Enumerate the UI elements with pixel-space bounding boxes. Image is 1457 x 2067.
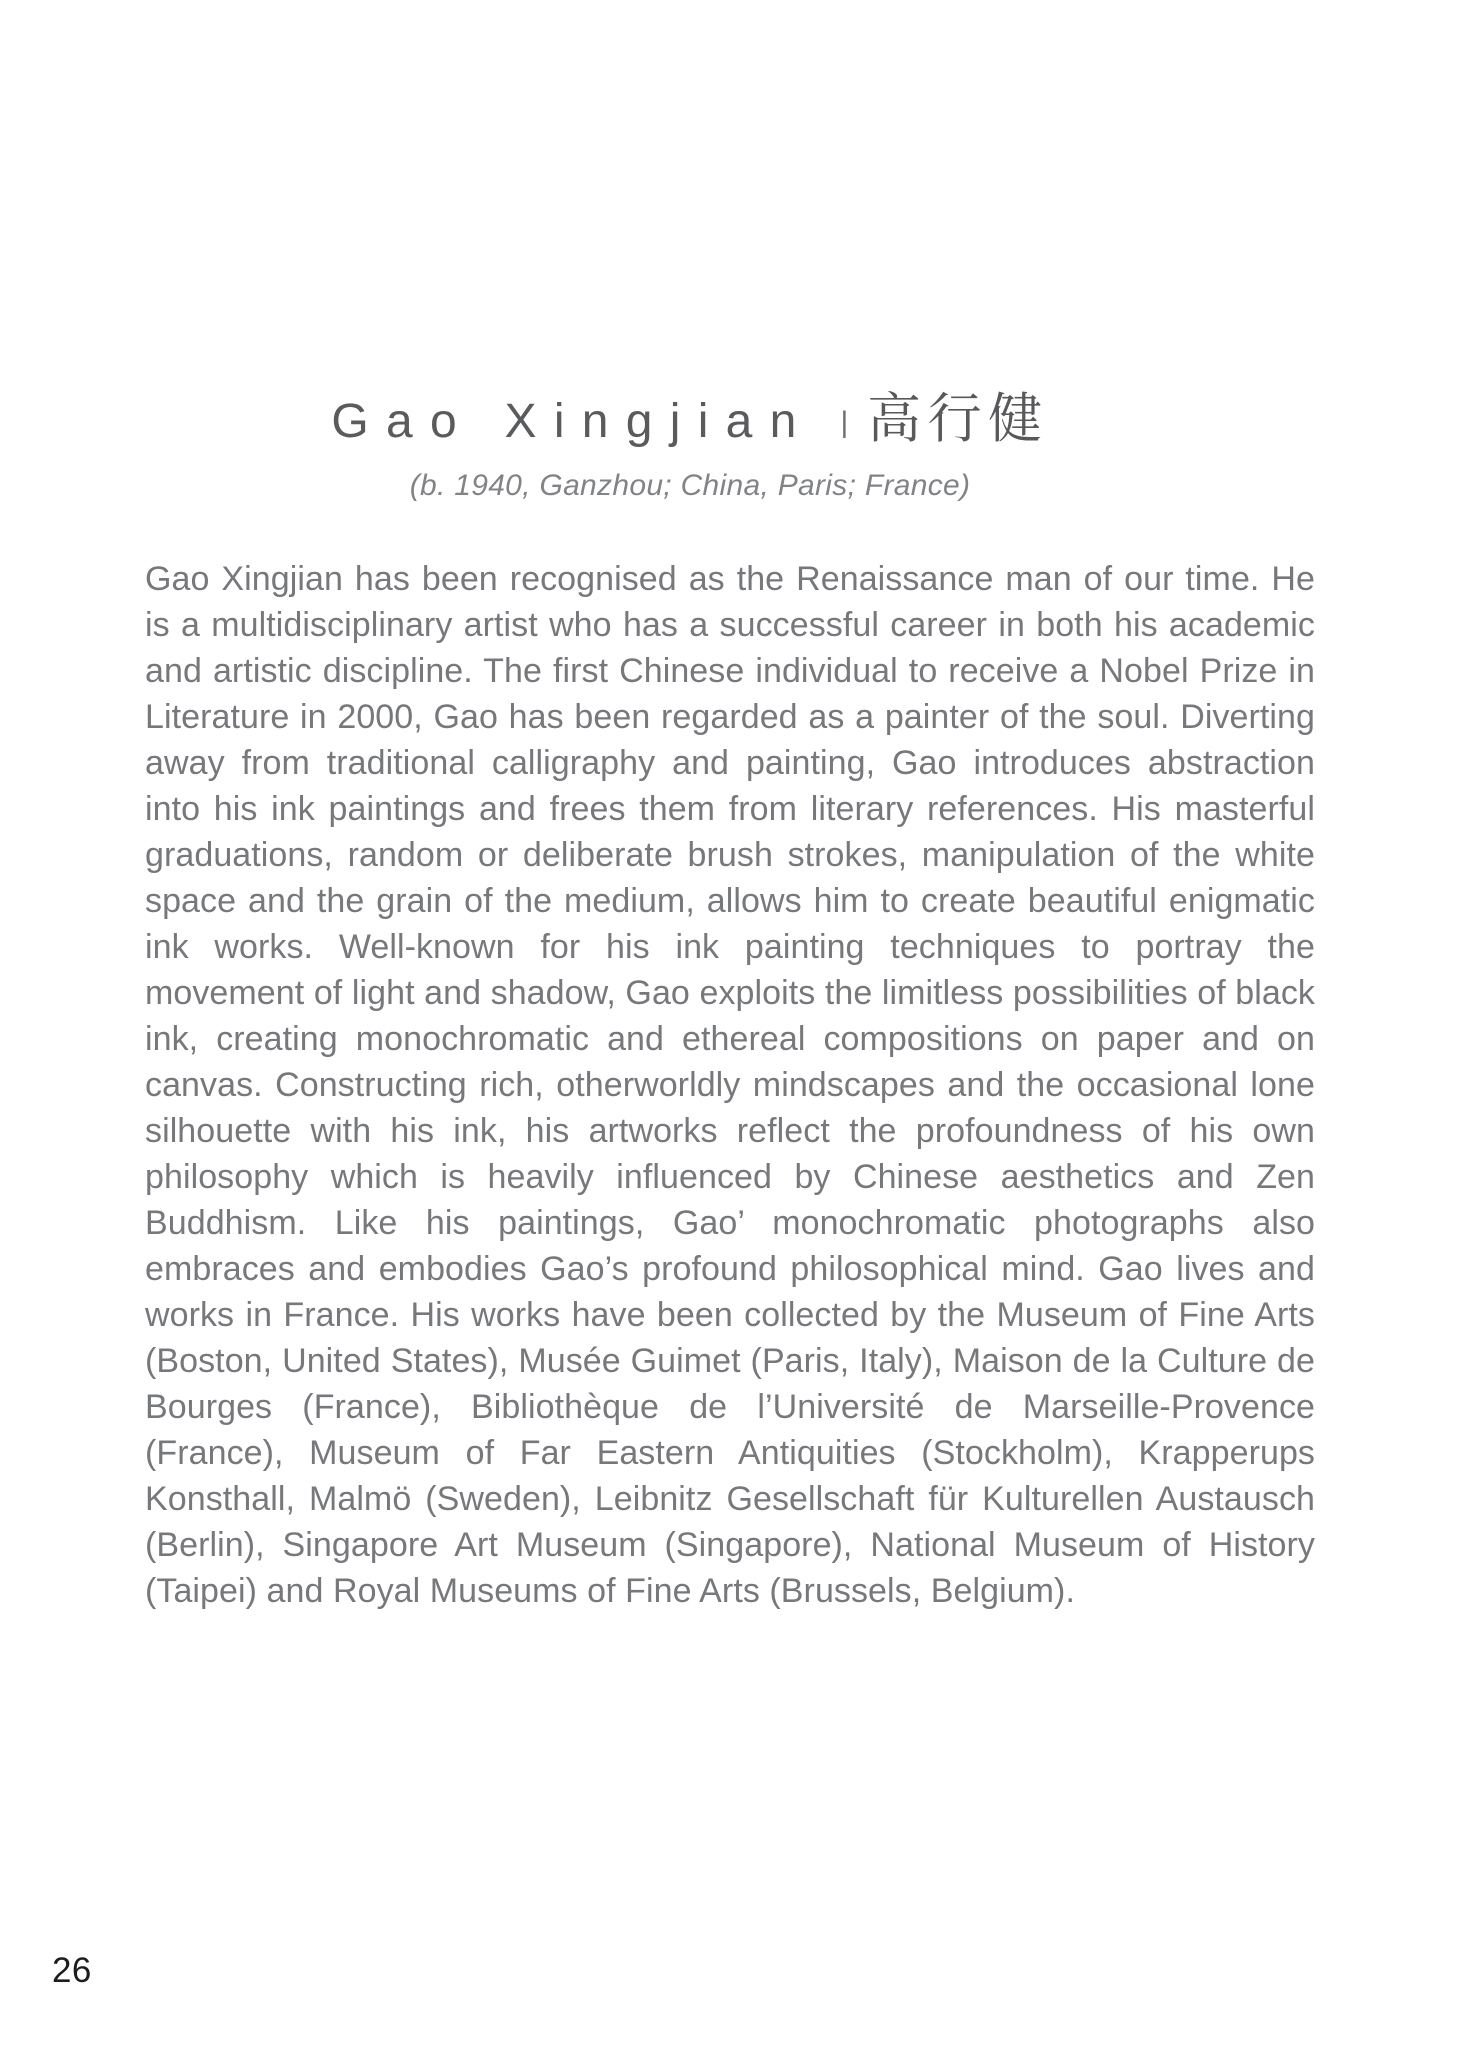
biography-section [145, 556, 1315, 1614]
artist-birth-info: (b. 1940, Ganzhou; China, Paris; France) [409, 469, 971, 502]
page-number: 26 [52, 1951, 92, 1990]
name-separator-bar: | [840, 406, 849, 439]
artist-name-heading [0, 376, 1380, 453]
artist-biography-paragraph: Gao Xingjian has been recognised as the Renaissance man of our time. He is a multidisciplinary artist who has a successful career in both his academic and artistic discipline. The first Chinese individual to receive a Nobel Prize in Literature in 2000, Gao has been regarded as a painter of the soul. Diverting away from traditional calligraphy and painting, Gao introduces abstraction into his ink paintings and frees them from literary references. His masterful graduations, random or deliberate brush strokes, manipulation of the white space and the grain of the medium, allows him to create beautiful enigmatic ink works. Well-known for his ink painting techniques to portray the movement of light and shadow, Gao exploits the limitless possibilities of black ink, creating monochromatic and ethereal compositions on paper and on canvas. Constructing rich, otherworldly mindscapes and the occasional lone silhouette with his ink, his artworks reflect the profoundness of his own philosophy which is heavily influenced by Chinese aesthetics and Zen Buddhism. Like his paintings, Gao’ monochromatic photographs also embraces and embodies Gao’s profound philosophical mind. Gao lives and works in France. His works have been collected by the Museum of Fine Arts (Boston, United States), Musée Guimet (Paris, Italy), Maison de la Culture de Bourges (France), Bibliothèque de l’Université de Marseille-Provence (France), Museum of Far Eastern Antiquities (Stockholm), Krapperups Konsthall, Malmö (Sweden), Leibnitz Gesellschaft für Kulturellen Austausch (Berlin), Singapore Art Museum (Singapore), National Museum of History (Taipei) and Royal Museums of Fine Arts (Brussels, Belgium). [145, 560, 1315, 1610]
artist-name-english: Gao Xingjian [331, 395, 814, 448]
artist-name-chinese: 高行健 [867, 389, 1049, 449]
artist-header [0, 376, 1380, 503]
